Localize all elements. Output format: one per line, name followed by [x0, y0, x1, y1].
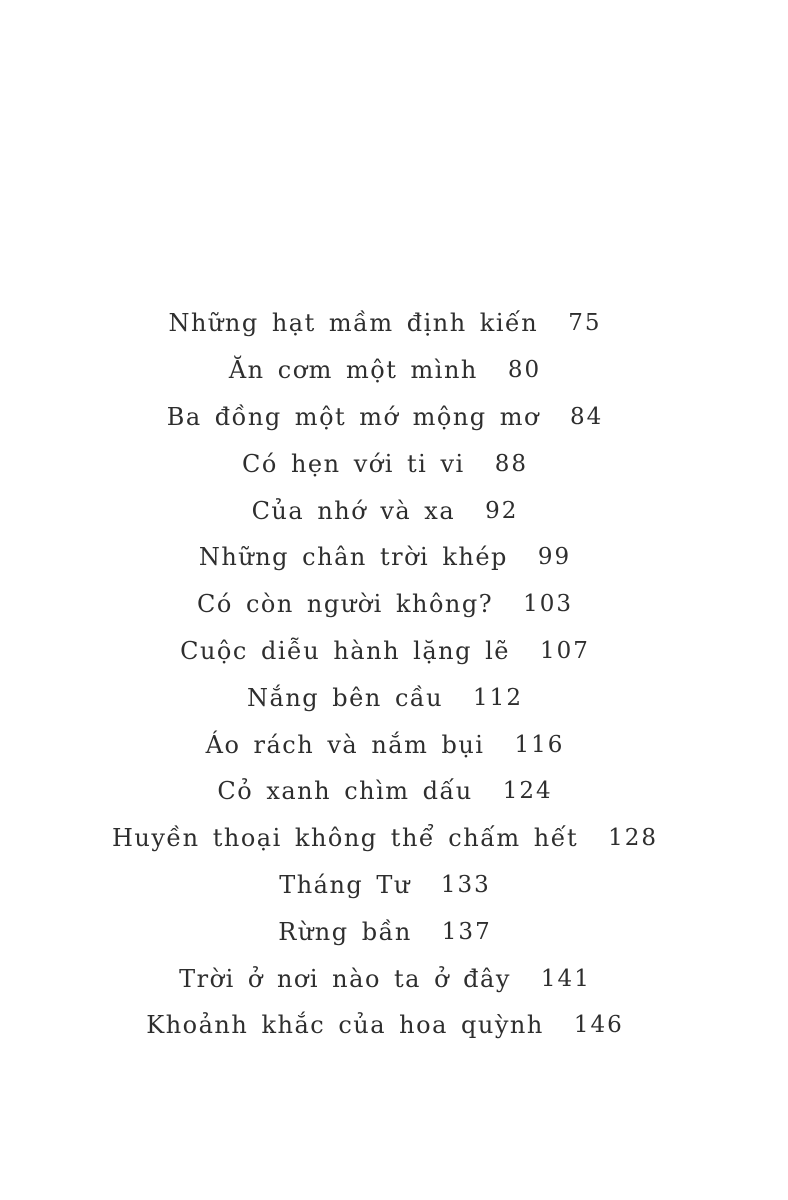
toc-entry-title: Rừng bần: [278, 917, 412, 946]
toc-entry-page-number: 128: [608, 825, 659, 852]
toc-entry-title: Cuộc diễu hành lặng lẽ: [180, 636, 510, 665]
toc-entry-page-number: 103: [523, 591, 573, 618]
toc-entry-title: Huyền thoại không thể chấm hết: [111, 824, 579, 853]
toc-entry-page-number: 75: [568, 310, 602, 337]
toc-entry-title: Áo rách và nắm bụi: [205, 730, 485, 759]
toc-entry: [0, 721, 770, 768]
toc-entry: [0, 955, 770, 1002]
toc-entry: [0, 394, 770, 441]
toc-entry: [0, 487, 770, 534]
toc-entry-page-number: 92: [485, 497, 519, 524]
toc-entry-page-number: 137: [441, 918, 492, 945]
toc-entry: [0, 1002, 770, 1049]
toc-entry-page-number: 112: [473, 684, 523, 711]
toc-entry-page-number: 80: [507, 357, 542, 384]
toc-entry-page-number: 84: [569, 403, 604, 430]
toc-entry-title: Những chân trời khép: [198, 543, 508, 572]
toc-entry-title: Tháng Tư: [279, 870, 411, 899]
toc-entry: [0, 815, 770, 862]
toc-entry-page-number: 116: [514, 731, 565, 758]
toc-entry-title: Có hẹn với ti vi: [242, 449, 465, 478]
table-of-contents: [0, 300, 770, 1049]
toc-entry-title: Ba đồng một mớ mộng mơ: [166, 402, 540, 431]
toc-entry-page-number: 88: [494, 450, 528, 477]
toc-entry-title: Của nhớ và xa: [251, 496, 456, 525]
toc-entry-page-number: 141: [540, 965, 591, 992]
toc-entry-title: Ăn cơm một mình: [228, 356, 478, 385]
toc-entry: [0, 300, 770, 347]
toc-entry: [0, 534, 770, 581]
toc-entry: [0, 628, 770, 675]
toc-entry-page-number: 99: [537, 544, 572, 571]
toc-entry-page-number: 133: [440, 871, 491, 898]
toc-entry-title: Nắng bên cầu: [247, 683, 444, 712]
toc-entry-title: Khoảnh khắc của hoa quỳnh: [146, 1011, 544, 1040]
toc-entry-title: Cỏ xanh chìm dấu: [217, 777, 473, 806]
toc-entry: [0, 440, 770, 487]
toc-entry-title: Những hạt mầm định kiến: [168, 309, 539, 338]
toc-entry: [0, 768, 770, 815]
toc-entry: [0, 908, 770, 955]
toc-entry-title: Có còn người không?: [197, 590, 494, 619]
toc-entry: [0, 674, 770, 721]
toc-entry: [0, 862, 770, 909]
toc-entry: [0, 347, 770, 394]
toc-entry-page-number: 107: [539, 637, 590, 664]
toc-entry: [0, 581, 770, 628]
toc-entry-page-number: 146: [573, 1012, 624, 1039]
toc-entry-page-number: 124: [502, 778, 553, 805]
toc-entry-title: Trời ở nơi nào ta ở đây: [179, 964, 511, 993]
